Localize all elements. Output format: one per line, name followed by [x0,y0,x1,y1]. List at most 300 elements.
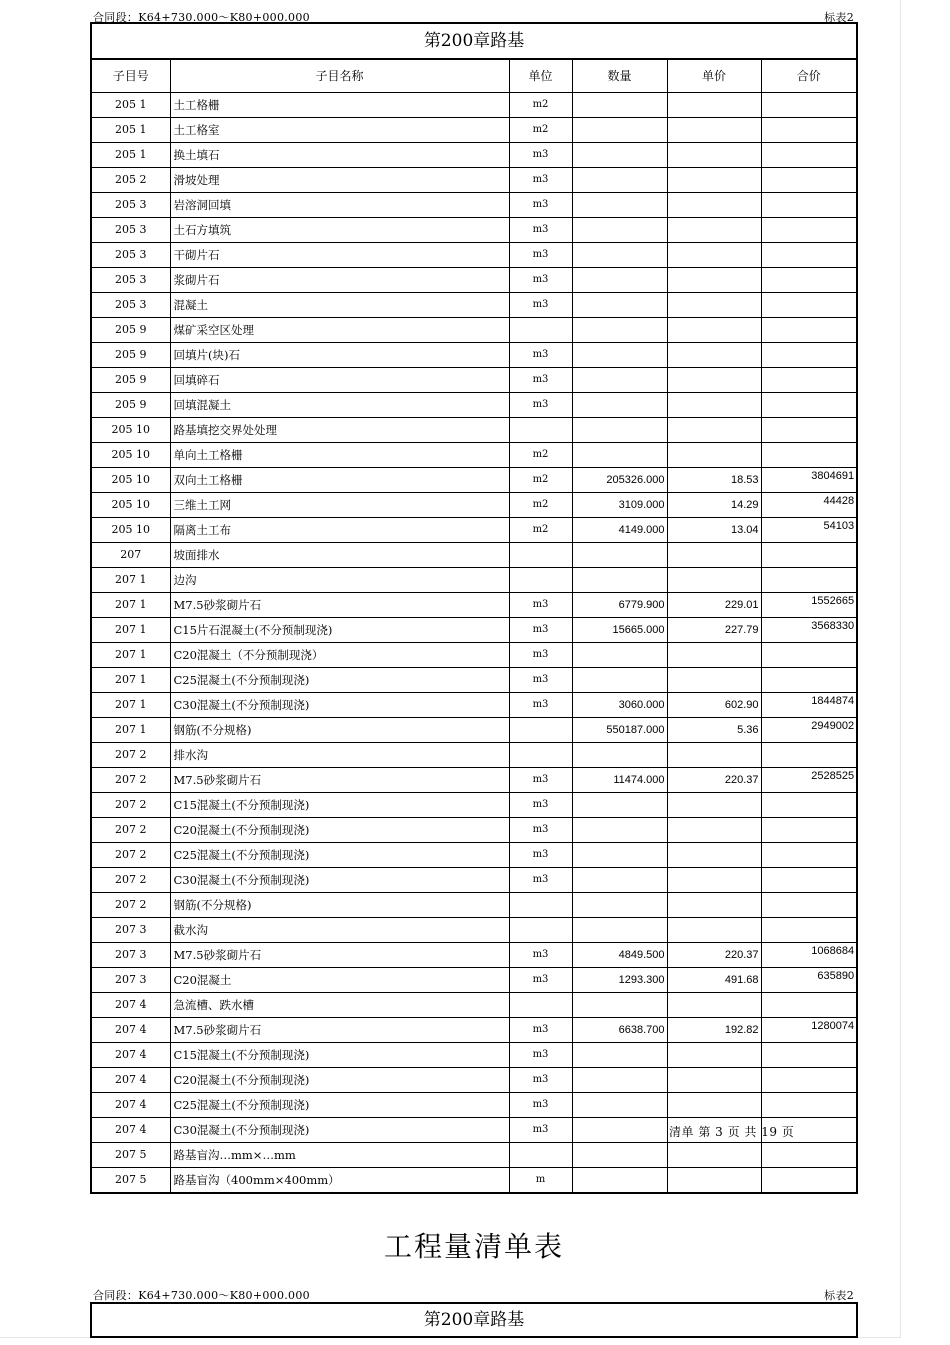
item-name: 浆砌片石 [170,268,509,293]
item-total: 1280074 [761,1018,857,1043]
item-code: 205 9 [91,318,170,343]
table-row [91,768,857,793]
item-unit-price [667,1068,761,1093]
item-total [761,118,857,143]
table-row [91,193,857,218]
table-row [91,1068,857,1093]
item-name: 滑坡处理 [170,168,509,193]
item-code: 207 1 [91,643,170,668]
item-name: C30混凝土(不分预制现浇) [170,1118,509,1143]
item-total [761,393,857,418]
item-unit [509,318,572,343]
item-name: 干砌片石 [170,243,509,268]
item-unit-price [667,393,761,418]
table-row [91,718,857,743]
item-total [761,218,857,243]
item-total: 2528525 [761,768,857,793]
item-unit-price: 227.79 [667,618,761,643]
item-unit [509,918,572,943]
table-row [91,1168,857,1194]
chapter-title: 第200章路基 [91,23,857,59]
item-unit-price [667,793,761,818]
item-total [761,568,857,593]
item-quantity [572,1093,667,1118]
item-quantity: 11474.000 [572,768,667,793]
table-row [91,993,857,1018]
table-row [91,943,857,968]
item-code: 207 4 [91,1118,170,1143]
item-unit-price: 5.36 [667,718,761,743]
item-unit-price [667,293,761,318]
item-total [761,343,857,368]
item-name: 回填碎石 [170,368,509,393]
item-quantity: 6779.900 [572,593,667,618]
item-unit-price: 13.04 [667,518,761,543]
item-unit: m3 [509,243,572,268]
item-total [761,1043,857,1068]
table-row [91,468,857,493]
item-code: 207 1 [91,718,170,743]
item-unit-price [667,368,761,393]
item-code: 205 3 [91,193,170,218]
table-row [91,668,857,693]
contract-section-label: 合同段：K64+730.000～K80+000.000 [93,11,310,24]
item-name: C25混凝土(不分预制现浇) [170,1093,509,1118]
item-code: 207 1 [91,693,170,718]
table-row [91,643,857,668]
item-code: 205 1 [91,143,170,168]
item-code: 207 4 [91,993,170,1018]
item-code: 207 1 [91,618,170,643]
item-unit-price [667,443,761,468]
item-name: 钢筋(不分规格) [170,718,509,743]
item-quantity [572,1168,667,1194]
item-unit: m3 [509,1018,572,1043]
column-header-code: 子目号 [91,59,170,93]
item-total: 1068684 [761,943,857,968]
item-unit-price [667,568,761,593]
item-code: 205 9 [91,368,170,393]
next-page-contract-label: 合同段：K64+730.000～K80+000.000 [93,1289,310,1302]
item-unit-price [667,1043,761,1068]
item-code: 205 9 [91,393,170,418]
item-unit [509,543,572,568]
item-quantity [572,168,667,193]
item-quantity [572,1068,667,1093]
item-total [761,1068,857,1093]
item-unit: m3 [509,343,572,368]
table-row [91,268,857,293]
item-quantity: 4149.000 [572,518,667,543]
table-row [91,243,857,268]
item-unit-price [667,743,761,768]
item-unit-price: 18.53 [667,468,761,493]
item-name: 土工格栅 [170,93,509,118]
item-total [761,193,857,218]
item-name: C20混凝土(不分预制现浇) [170,818,509,843]
item-unit-price: 220.37 [667,943,761,968]
next-page-form-number: 标表2 [824,1289,854,1302]
item-total [761,743,857,768]
item-quantity [572,193,667,218]
item-unit: m3 [509,818,572,843]
item-total [761,318,857,343]
item-code: 207 2 [91,893,170,918]
item-code: 207 2 [91,743,170,768]
item-quantity [572,343,667,368]
item-unit: m3 [509,1043,572,1068]
item-unit-price [667,543,761,568]
item-unit: m2 [509,118,572,143]
item-total: 3568330 [761,618,857,643]
item-unit [509,743,572,768]
item-code: 205 3 [91,293,170,318]
item-total [761,918,857,943]
table-row [91,1093,857,1118]
item-unit: m3 [509,668,572,693]
item-quantity: 6638.700 [572,1018,667,1043]
item-quantity [572,843,667,868]
item-quantity: 3060.000 [572,693,667,718]
item-name: M7.5砂浆砌片石 [170,768,509,793]
item-name: 双向土工格栅 [170,468,509,493]
item-code: 207 4 [91,1018,170,1043]
item-code: 205 10 [91,468,170,493]
item-unit: m3 [509,218,572,243]
item-unit: m3 [509,943,572,968]
item-code: 207 5 [91,1143,170,1168]
item-quantity [572,568,667,593]
column-header-quantity: 数量 [572,59,667,93]
item-code: 207 5 [91,1168,170,1194]
item-total [761,868,857,893]
item-unit [509,568,572,593]
item-quantity [572,368,667,393]
table-row [91,693,857,718]
table-row [91,818,857,843]
item-name: C25混凝土(不分预制现浇) [170,668,509,693]
table-row [91,393,857,418]
item-name: 三维土工网 [170,493,509,518]
item-quantity [572,118,667,143]
item-unit-price [667,243,761,268]
item-total [761,1143,857,1168]
item-unit-price: 229.01 [667,593,761,618]
item-quantity [572,868,667,893]
column-header-name: 子目名称 [170,59,509,93]
item-name: 边沟 [170,568,509,593]
item-unit-price [667,893,761,918]
item-name: 排水沟 [170,743,509,768]
item-name: C15混凝土(不分预制现浇) [170,1043,509,1068]
item-unit: m3 [509,868,572,893]
table-row [91,868,857,893]
table-row [91,743,857,768]
item-total: 44428 [761,493,857,518]
item-name: C15片石混凝土(不分预制现浇) [170,618,509,643]
item-name: M7.5砂浆砌片石 [170,593,509,618]
item-unit-price [667,318,761,343]
item-total [761,893,857,918]
item-total [761,268,857,293]
item-code: 207 4 [91,1068,170,1093]
table-row [91,368,857,393]
item-quantity [572,243,667,268]
item-name: 路基盲沟…mm×…mm [170,1143,509,1168]
item-unit: m2 [509,493,572,518]
item-name: 回填混凝土 [170,393,509,418]
item-code: 205 3 [91,218,170,243]
item-code: 207 2 [91,818,170,843]
item-unit: m2 [509,518,572,543]
item-quantity [572,543,667,568]
item-code: 207 1 [91,568,170,593]
item-name: 土工格室 [170,118,509,143]
table-row [91,218,857,243]
form-number-label: 标表2 [824,11,854,24]
item-code: 207 3 [91,918,170,943]
item-name: M7.5砂浆砌片石 [170,943,509,968]
item-unit-price [667,193,761,218]
table-row [91,443,857,468]
item-name: 急流槽、跌水槽 [170,993,509,1018]
item-name: 单向土工格栅 [170,443,509,468]
item-unit-price [667,1168,761,1194]
item-unit-price: 220.37 [667,768,761,793]
item-total [761,143,857,168]
item-code: 207 1 [91,668,170,693]
item-unit-price [667,818,761,843]
item-unit: m2 [509,93,572,118]
item-total [761,168,857,193]
table-row [91,543,857,568]
item-unit: m3 [509,693,572,718]
item-code: 207 2 [91,768,170,793]
item-name: C15混凝土(不分预制现浇) [170,793,509,818]
item-name: C20混凝土（不分预制现浇） [170,643,509,668]
item-name: 土石方填筑 [170,218,509,243]
item-quantity [572,893,667,918]
item-quantity [572,143,667,168]
item-quantity [572,793,667,818]
item-name: M7.5砂浆砌片石 [170,1018,509,1043]
item-unit-price [667,1093,761,1118]
item-quantity [572,218,667,243]
item-unit: m3 [509,368,572,393]
item-code: 207 3 [91,968,170,993]
item-name: C20混凝土(不分预制现浇) [170,1068,509,1093]
table-row [91,318,857,343]
table-row [91,843,857,868]
item-unit-price [667,168,761,193]
item-code: 207 1 [91,593,170,618]
table-row [91,493,857,518]
table-row [91,168,857,193]
item-name: 截水沟 [170,918,509,943]
item-unit: m3 [509,843,572,868]
table-row [91,793,857,818]
item-unit: m3 [509,968,572,993]
item-code: 205 2 [91,168,170,193]
item-unit: m3 [509,268,572,293]
next-page-title: 工程量清单表 [383,1230,564,1263]
item-name: 隔离土工布 [170,518,509,543]
item-unit [509,893,572,918]
item-quantity: 4849.500 [572,943,667,968]
item-quantity [572,668,667,693]
item-quantity [572,1118,667,1143]
item-unit: m3 [509,168,572,193]
table-row [91,893,857,918]
page-footer: 清单 第 3 页 共 19 页 [669,1125,795,1139]
table-row [91,118,857,143]
item-code: 205 1 [91,93,170,118]
item-name: 路基填挖交界处处理 [170,418,509,443]
item-quantity [572,318,667,343]
table-row [91,143,857,168]
item-code: 207 [91,543,170,568]
item-unit: m3 [509,1118,572,1143]
item-code: 205 10 [91,418,170,443]
item-unit-price [667,418,761,443]
item-unit-price [667,843,761,868]
item-unit-price [667,143,761,168]
item-unit-price [667,868,761,893]
item-total [761,793,857,818]
item-quantity [572,743,667,768]
item-name: 换土填石 [170,143,509,168]
item-name: 钢筋(不分规格) [170,893,509,918]
item-unit [509,718,572,743]
table-row [91,1143,857,1168]
item-name: 岩溶洞回填 [170,193,509,218]
item-code: 205 1 [91,118,170,143]
item-quantity [572,918,667,943]
item-unit: m3 [509,143,572,168]
item-name: 混凝土 [170,293,509,318]
table-row [91,518,857,543]
item-name: C20混凝土 [170,968,509,993]
table-row [91,968,857,993]
item-total [761,93,857,118]
item-total: 635890 [761,968,857,993]
item-unit [509,1143,572,1168]
table-row [91,593,857,618]
item-name: C30混凝土(不分预制现浇) [170,693,509,718]
item-total: 1844874 [761,693,857,718]
item-quantity [572,393,667,418]
item-quantity [572,443,667,468]
item-unit: m3 [509,193,572,218]
item-unit-price: 602.90 [667,693,761,718]
item-code: 205 3 [91,268,170,293]
item-quantity: 1293.300 [572,968,667,993]
item-quantity [572,293,667,318]
item-unit: m3 [509,643,572,668]
item-unit: m3 [509,793,572,818]
item-code: 205 10 [91,443,170,468]
item-name: 回填片(块)石 [170,343,509,368]
item-unit: m3 [509,1068,572,1093]
item-total [761,1168,857,1194]
item-unit: m3 [509,293,572,318]
item-name: 坡面排水 [170,543,509,568]
item-quantity [572,93,667,118]
item-unit-price [667,118,761,143]
item-total [761,668,857,693]
item-total [761,443,857,468]
table-row [91,418,857,443]
item-unit-price [667,1143,761,1168]
item-unit-price [667,268,761,293]
item-unit-price [667,993,761,1018]
bill-of-quantities-table [90,22,858,1194]
item-unit: m3 [509,593,572,618]
item-unit: m3 [509,1093,572,1118]
item-name: 路基盲沟（400mm×400mm） [170,1168,509,1194]
item-name: 煤矿采空区处理 [170,318,509,343]
item-quantity [572,1143,667,1168]
table-row [91,618,857,643]
item-total [761,243,857,268]
item-unit-price: 14.29 [667,493,761,518]
item-unit-price [667,668,761,693]
table-row [91,568,857,593]
item-code: 207 2 [91,843,170,868]
item-total [761,418,857,443]
item-unit [509,993,572,1018]
item-quantity [572,993,667,1018]
item-unit-price: 491.68 [667,968,761,993]
item-unit: m3 [509,618,572,643]
item-unit: m2 [509,468,572,493]
item-unit: m3 [509,768,572,793]
item-total: 3804691 [761,468,857,493]
item-name: C25混凝土(不分预制现浇) [170,843,509,868]
table-row [91,293,857,318]
item-quantity [572,643,667,668]
item-quantity [572,818,667,843]
item-code: 205 9 [91,343,170,368]
column-header-unit: 单位 [509,59,572,93]
item-quantity [572,1043,667,1068]
table-row [91,93,857,118]
item-total [761,843,857,868]
item-unit: m2 [509,443,572,468]
item-total [761,993,857,1018]
item-quantity [572,268,667,293]
item-total [761,293,857,318]
item-total [761,643,857,668]
item-unit-price [667,218,761,243]
table-row [91,1043,857,1068]
item-code: 205 3 [91,243,170,268]
item-code: 207 4 [91,1043,170,1068]
item-total: 2949002 [761,718,857,743]
item-quantity: 3109.000 [572,493,667,518]
item-unit: m3 [509,393,572,418]
item-name: C30混凝土(不分预制现浇) [170,868,509,893]
next-page-chapter-title: 第200章路基 [90,1302,858,1338]
item-quantity [572,418,667,443]
item-code: 207 3 [91,943,170,968]
item-code: 205 10 [91,493,170,518]
item-unit-price [667,643,761,668]
item-code: 207 4 [91,1093,170,1118]
item-unit [509,418,572,443]
column-header-row [91,59,857,93]
item-total [761,543,857,568]
